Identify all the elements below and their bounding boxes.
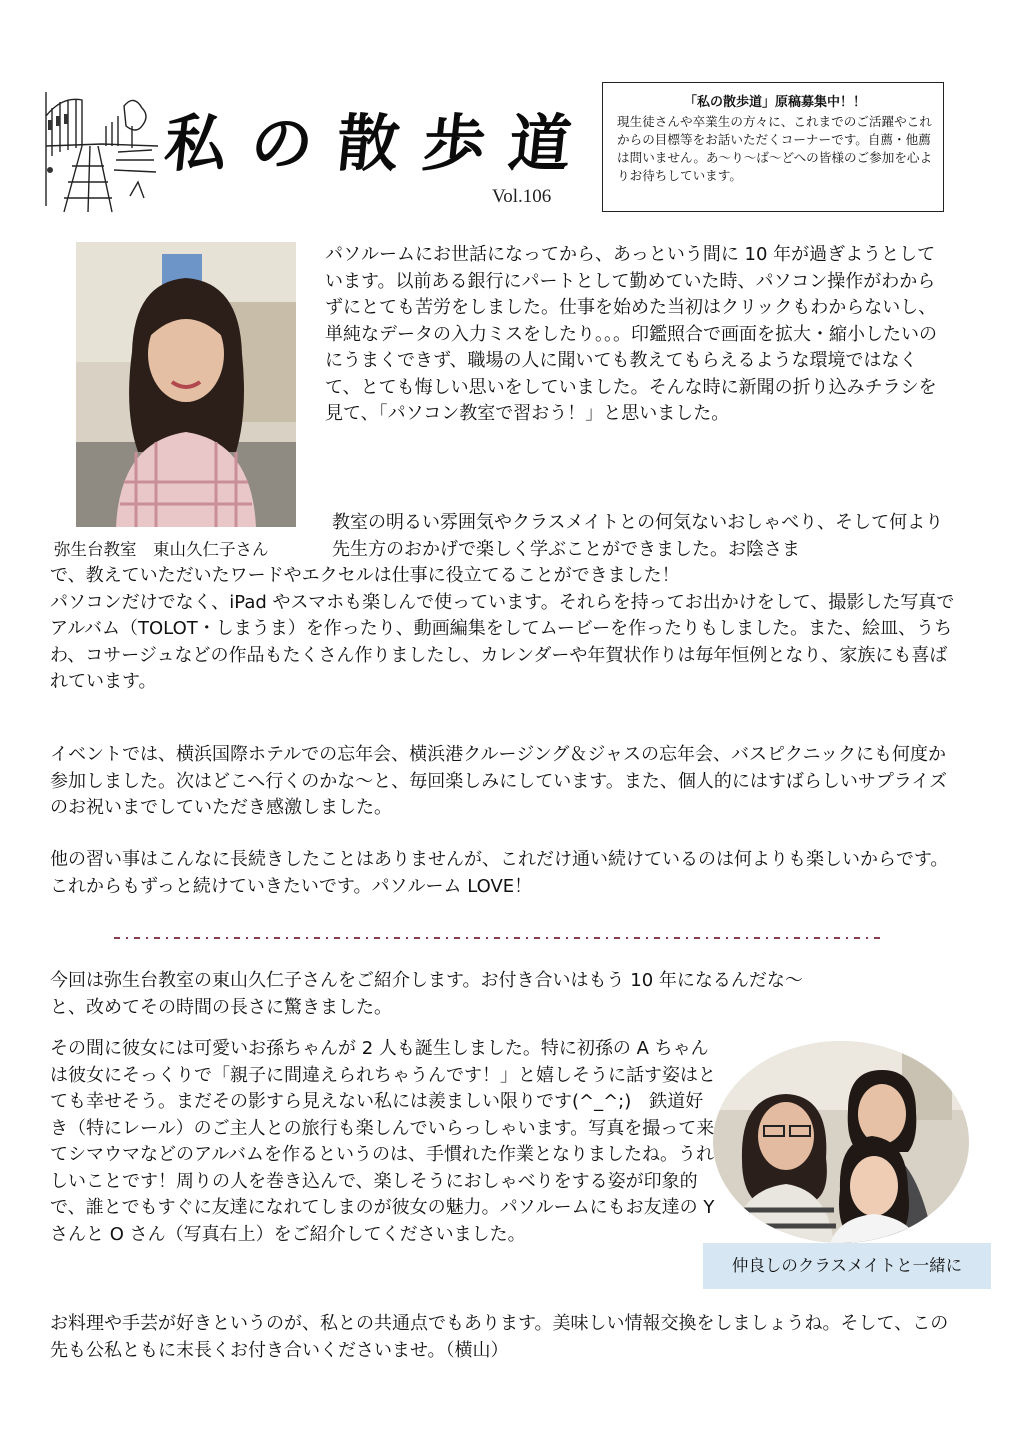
column-title: 私の散歩道	[161, 107, 599, 180]
article-paragraph-2	[50, 510, 955, 696]
portrait-photo	[76, 242, 296, 527]
dotted-divider	[114, 936, 880, 940]
portrait-caption: 弥生台教室 東山久仁子さん	[54, 540, 269, 559]
article-paragraph-2-start: 教室の明るい雰囲気やクラスメイトとの何気ないおしゃべり、そして何より先生方のおかげで楽しく学ぶことができました。お陰さま	[332, 512, 944, 560]
submission-notice-box	[602, 82, 944, 212]
notice-body: 現生徒さんや卒業生の方々に、これまでのご活躍やこれからの目標等をお話いただくコーナーです。自薦・他薦は問いません。あ～り～ば～どへの皆様のご参加を心よりお待ちしています。	[617, 114, 933, 183]
street-sketch-illustration	[42, 86, 160, 214]
volume-number: Vol.106	[492, 186, 552, 207]
notice-title: 「私の散歩道」原稿募集中！！	[683, 95, 866, 110]
intro-paragraph-3: お料理や手芸が好きというのが、私との共通点でもあります。美味しい情報交換をしましょうね。そして、この先も公私ともに末長くお付き合いくださいませ。（横山）	[50, 1313, 949, 1361]
group-photo	[712, 1040, 970, 1244]
article-paragraph-4: 他の習い事はこんなに長続きしたことはありませんが、これだけ通い続けているのは何よりも楽しいからです。これからもずっと続けていきたいです。パソルーム LOVE！	[50, 849, 949, 897]
intro-paragraph-2: その間に彼女には可愛いお孫ちゃんが 2 人も誕生しました。特に初孫の A ちゃんは彼女にそっくりで「親子に間違えられちゃうんです！」と嬉しそうに話す姿はとても幸せそう。まだその影すら見えない私には羨ましい限りです(^_^;) 鉄道好き（特にレール）のご主人との旅行も楽しんでいらっしゃいます。写真を撮って来てシマウマなどのアルバムを作るというのは、手慣れた作業となりましたね。うれしいことです！周りの人を巻き込んで、楽しそうにおしゃべりをする姿が印象的で、誰とでもすぐに友達になれてしまのが彼女の魅力。パソルームにもお友達の Y さんと O さん（写真右上）をご紹介してくださいました。	[50, 1038, 716, 1245]
intro-paragraph-1: 今回は弥生台教室の東山久仁子さんをご紹介します。お付き合いはもう 10 年になるんだな～と、改めてその時間の長さに驚きました。	[50, 970, 803, 1018]
group-photo-caption: 仲良しのクラスメイトと一緒に	[703, 1243, 991, 1289]
article-paragraph-1: パソルームにお世話になってから、あっという間に 10 年が過ぎようとしています。以前ある銀行にパートとして勤めていた時、パソコン操作がわからずにとても苦労をしました。仕事を始めた当初はクリックもわからないし、単純なデータの入力ミスをしたり。。。印鑑照合で画面を拡大・縮小したいのにうまくできず、職場の人に聞いても教えてもらえるような環境ではなくて、とても悔しい思いをしていました。そんな時に新聞の折り込みチラシを見て、「パソコン教室で習おう！」と思いました。	[325, 244, 937, 424]
article-paragraph-3: イベントでは、横浜国際ホテルでの忘年会、横浜港クルージング＆ジャスの忘年会、バスピクニックにも何度か参加しました。次はどこへ行くのかな～と、毎回楽しみにしています。また、個人的にはすばらしいサプライズのお祝いまでしていただき感激しました。	[50, 744, 948, 818]
article-paragraph-2b: パソコンだけでなく、iPad やスマホも楽しんで使っています。それらを持ってお出かけをして、撮影した写真でアルバム（TOLOT・しまうま）を作ったり、動画編集をしてムービーを作ったりもしました。また、絵皿、うちわ、コサージュなどの作品もたくさん作りましたし、カレンダーや年賀状作りは毎年恒例となり、家族にも喜ばれています。	[50, 591, 955, 692]
article-paragraph-2-end: で、教えていただいたワードやエクセルは仕事に役立てることができました！	[50, 565, 680, 586]
